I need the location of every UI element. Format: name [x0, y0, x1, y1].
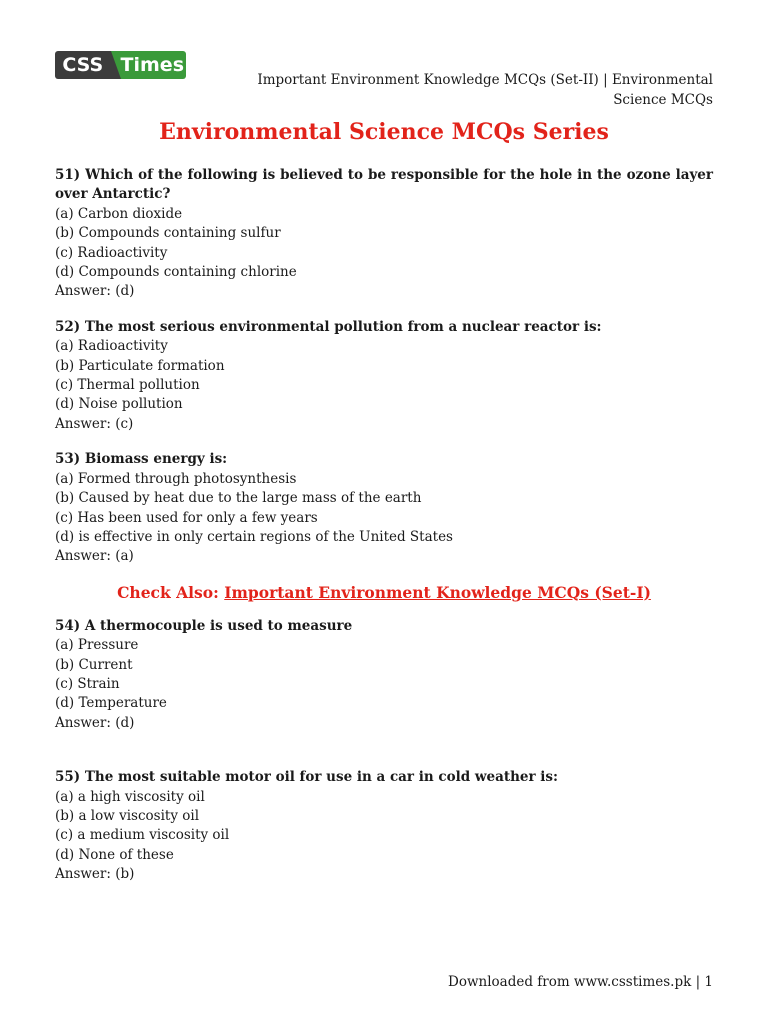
option-b: (b) Compounds containing sulfur	[55, 225, 281, 242]
option-d: (d) Temperature	[55, 695, 167, 712]
option-b: (b) Particulate formation	[55, 357, 225, 374]
question-text: 52) The most serious environmental pollution from a nuclear reactor is:	[55, 318, 602, 335]
option-d: (d) Noise pollution	[55, 396, 183, 413]
question-text: 54) A thermocouple is used to measure	[55, 617, 353, 634]
answer: Answer: (a)	[55, 548, 134, 565]
logo-slash	[111, 51, 121, 79]
option-a: (a) Radioactivity	[55, 338, 168, 355]
question-51	[55, 166, 713, 302]
answer: Answer: (c)	[55, 415, 134, 432]
question-text: 51) Which of the following is believed to be responsible for the hole in the ozone layer over Antarctic?	[55, 167, 713, 203]
css-times-logo	[55, 51, 186, 79]
mcq-content	[55, 166, 713, 885]
option-c: (c) Radioactivity	[55, 244, 168, 261]
logo-css-part	[55, 51, 111, 79]
logo-times-part	[121, 51, 186, 79]
option-a: (a) Pressure	[55, 637, 139, 654]
logo-css-text: CSS	[62, 54, 104, 76]
question-text: 55) The most suitable motor oil for use in a car in cold weather is:	[55, 769, 558, 786]
option-b: (b) a low viscosity oil	[55, 807, 200, 824]
check-also	[55, 582, 713, 604]
question-text: 53) Biomass energy is:	[55, 451, 228, 468]
check-also-link[interactable]: Important Environment Knowledge MCQs (Set-I)	[224, 582, 651, 602]
option-a: (a) Formed through photosynthesis	[55, 470, 297, 487]
option-a: (a) a high viscosity oil	[55, 788, 205, 805]
option-c: (c) Thermal pollution	[55, 377, 200, 394]
option-d: (d) Compounds containing chlorine	[55, 264, 297, 281]
question-54	[55, 617, 713, 733]
question-52	[55, 318, 713, 434]
option-b: (b) Current	[55, 656, 133, 673]
header-line-2: Science MCQs	[613, 92, 713, 108]
page-header	[230, 70, 713, 110]
option-d: (d) is effective in only certain regions of the United States	[55, 528, 453, 545]
option-a: (a) Carbon dioxide	[55, 205, 183, 222]
answer: Answer: (d)	[55, 283, 135, 300]
page-footer: Downloaded from www.csstimes.pk | 1	[448, 974, 713, 990]
check-also-label: Check Also:	[117, 582, 219, 602]
header-line-1: Important Environment Knowledge MCQs (Set-II) | Environmental	[257, 72, 713, 88]
option-c: (c) a medium viscosity oil	[55, 827, 230, 844]
question-55	[55, 768, 713, 884]
answer: Answer: (b)	[55, 866, 135, 883]
logo-times-text: Times	[120, 54, 184, 76]
page-title: Environmental Science MCQs Series	[159, 119, 609, 145]
answer: Answer: (d)	[55, 714, 135, 731]
option-b: (b) Caused by heat due to the large mass of the earth	[55, 490, 422, 507]
option-c: (c) Has been used for only a few years	[55, 509, 318, 526]
option-d: (d) None of these	[55, 846, 174, 863]
option-c: (c) Strain	[55, 675, 120, 692]
question-53	[55, 450, 713, 566]
